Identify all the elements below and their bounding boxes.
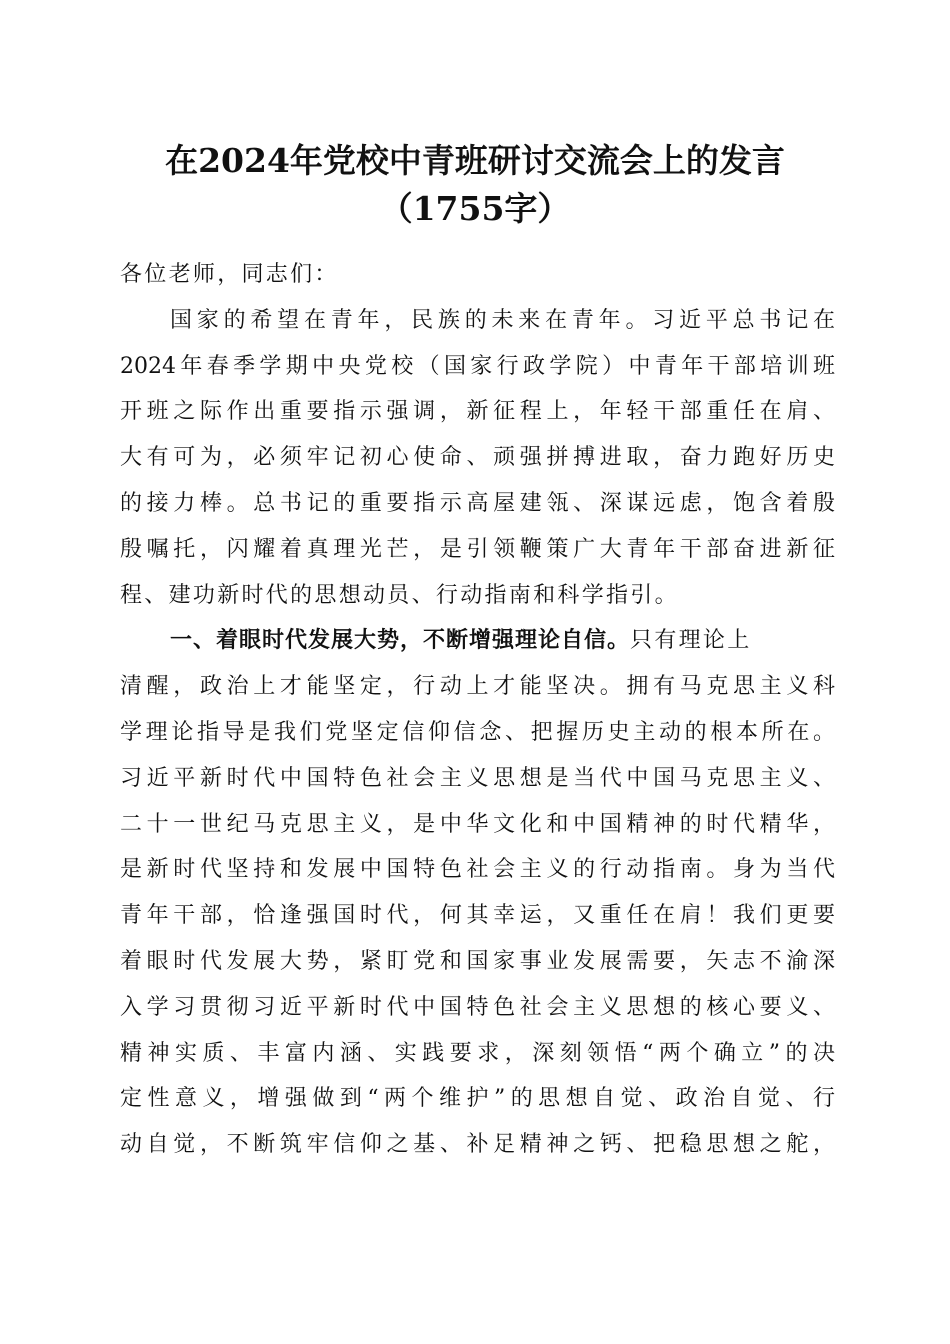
document-word-count: （1755字） <box>379 189 571 228</box>
paragraph-line-rest: 只有理论上 <box>630 628 752 654</box>
section-heading-line <box>120 618 835 664</box>
paragraph-line: 国家的希望在青年，民族的未来在青年。习近平总书记在 <box>170 307 835 333</box>
document-title: 在2024年党校中青班研讨交流会上的发言 <box>165 141 785 180</box>
paragraph-line: 二十一世纪马克思主义，是中华文化和中国精神的时代精华， <box>120 811 835 837</box>
paragraph-line: 殷嘱托，闪耀着真理光芒，是引领鞭策广大青年干部奋进新征 <box>120 536 835 562</box>
paragraph-section-1 <box>120 618 835 1168</box>
paragraph-line: 的接力棒。总书记的重要指示高屋建瓴、深谋远虑，饱含着殷 <box>120 490 835 516</box>
section-heading: 一、着眼时代发展大势，不断增强理论自信。 <box>170 627 631 654</box>
paragraph-line: 开班之际作出重要指示强调，新征程上，年轻干部重任在肩、 <box>120 399 835 425</box>
paragraph-line: 动自觉，不断筑牢信仰之基、补足精神之钙、把稳思想之舵， <box>120 1132 835 1158</box>
paragraph-line: 着眼时代发展大势，紧盯党和国家事业发展需要，矢志不渝深 <box>120 948 835 974</box>
paragraph-line: 学理论指导是我们党坚定信仰信念、把握历史主动的根本所在。 <box>120 719 835 745</box>
paragraph-line: 程、建功新时代的思想动员、行动指南和科学指引。 <box>120 582 679 608</box>
paragraph-line: 精神实质、丰富内涵、实践要求，深刻领悟“两个确立”的决 <box>120 1040 835 1066</box>
paragraph-line: 定性意义，增强做到“两个维护”的思想自觉、政治自觉、行 <box>120 1086 835 1112</box>
paragraph-intro <box>120 298 835 619</box>
paragraph-line: 习近平新时代中国特色社会主义思想是当代中国马克思主义、 <box>120 765 835 791</box>
paragraph-line: 大有可为，必须牢记初心使命、顽强拼搏进取，奋力跑好历史 <box>120 445 835 471</box>
document-body <box>120 252 835 1168</box>
paragraph-line: 是新时代坚持和发展中国特色社会主义的行动指南。身为当代 <box>120 857 835 883</box>
paragraph-line: 2024年春季学期中央党校（国家行政学院）中青年干部培训班 <box>120 353 835 379</box>
paragraph-line: 清醒，政治上才能坚定，行动上才能坚决。拥有马克思主义科 <box>120 674 835 700</box>
paragraph-line: 入学习贯彻习近平新时代中国特色社会主义思想的核心要义、 <box>120 994 835 1020</box>
paragraph-line: 青年干部，恰逢强国时代，何其幸运，又重任在肩！我们更要 <box>120 903 835 929</box>
salutation: 各位老师，同志们： <box>120 262 339 287</box>
